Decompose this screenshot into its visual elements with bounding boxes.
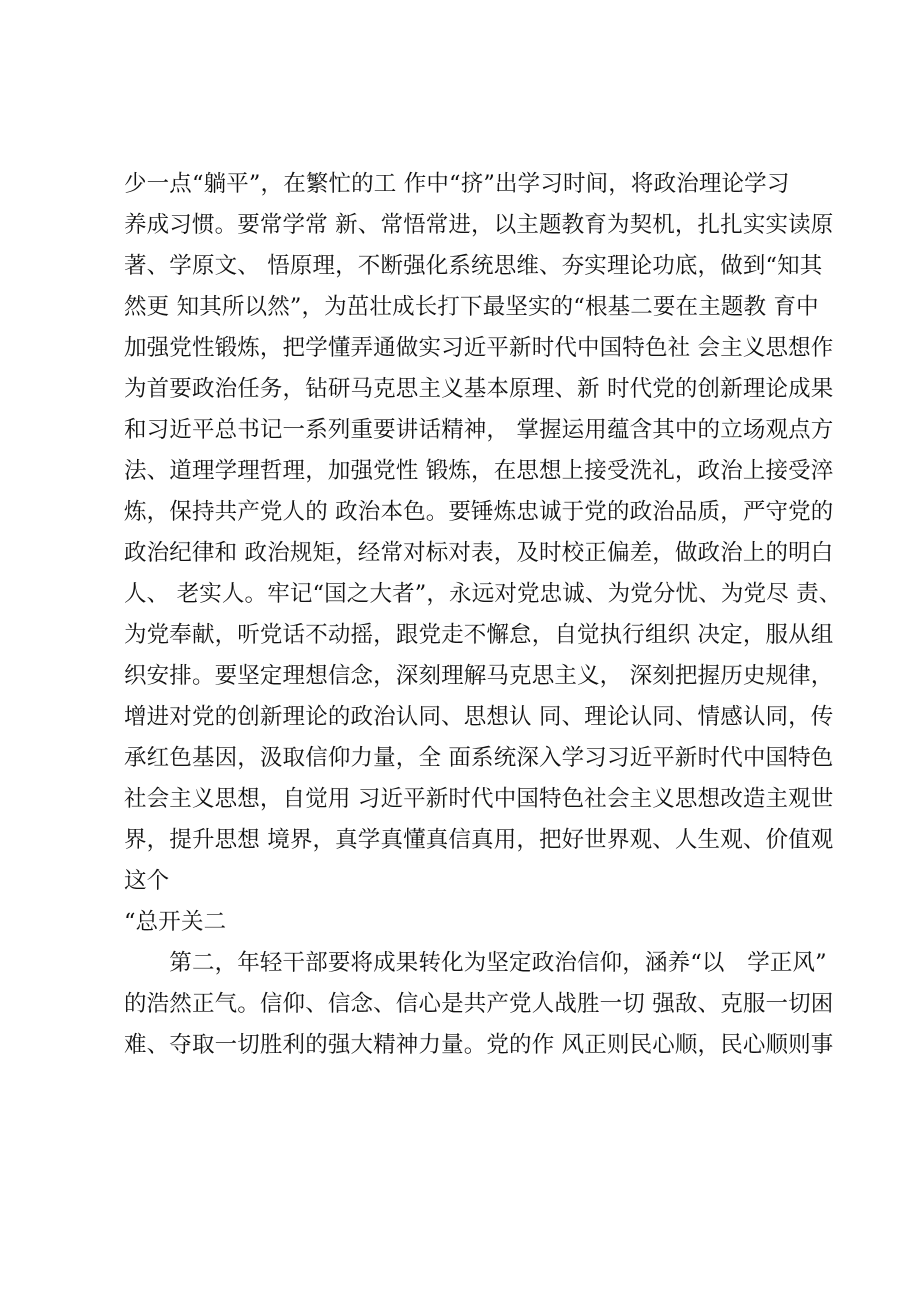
text-line: 和习近平总书记一系列重要讲话精神， 掌握运用蕴含其中的立场观点方 bbox=[124, 417, 834, 443]
text-line: 养成习惯。要常学常 新、常悟常进，以主题教育为契机，扎扎实实读原 bbox=[124, 212, 834, 238]
text-line: 著、学原文、 悟原理，不断强化系统思维、夯实理论功底，做到“知其 bbox=[124, 253, 823, 279]
text-line: 政治纪律和 政治规矩，经常对标对表，及时校正偏差，做政治上的明白 bbox=[124, 540, 834, 566]
text-line: 为首要政治任务，钻研马克思主义基本原理、新 时代党的创新理论成果 bbox=[124, 376, 834, 402]
text-line: 然更 知其所以然”，为茁壮成长打下最坚实的“根基二要在主题教 育中 bbox=[124, 294, 819, 320]
text-line: 增进对党的创新理论的政治认同、思想认 同、理论认同、情感认同，传 bbox=[124, 704, 834, 730]
text-line: 第二，年轻干部要将成果转化为坚定政治信仰，涵养“以 学正风” bbox=[124, 950, 827, 976]
text-line: 界，提升思想 境界，真学真懂真信真用，把好世界观、人生观、价值观 bbox=[124, 827, 834, 853]
text-line: 织安排。要坚定理想信念，深刻理解马克思主义， 深刻把握历史规律， bbox=[124, 663, 834, 689]
text-line: 法、道理学理哲理，加强党性 锻炼，在思想上接受洗礼，政治上接受淬 bbox=[124, 458, 834, 484]
text-line: 的浩然正气。信仰、信念、信心是共产党人战胜一切 强敌、克服一切困 bbox=[124, 991, 834, 1017]
text-line: 少一点“躺平”，在繁忙的工 作中“挤”出学习时间，将政治理论学习 bbox=[124, 171, 790, 197]
text-line: 承红色基因，汲取信仰力量，全 面系统深入学习习近平新时代中国特色 bbox=[124, 745, 834, 771]
text-line: 这个 bbox=[124, 868, 170, 894]
text-line: 难、夺取一切胜利的强大精神力量。党的作 风正则民心顺，民心顺则事 bbox=[124, 1032, 834, 1058]
text-line: 加强党性锻炼，把学懂弄通做实习近平新时代中国特色社 会主义思想作 bbox=[124, 335, 834, 361]
text-line: “总开关二 bbox=[124, 909, 227, 935]
text-line: 炼，保持共产党人的 政治本色。要锤炼忠诚于党的政治品质，严守党的 bbox=[124, 499, 834, 525]
text-line: 为党奉献，听党话不动摇，跟党走不懈怠，自觉执行组织 决定，服从组 bbox=[124, 622, 834, 648]
text-line: 社会主义思想，自觉用 习近平新时代中国特色社会主义思想改造主观世 bbox=[124, 786, 834, 812]
text-line: 人、 老实人。牢记“国之大者”，永远对党忠诚、为党分忧、为党尽 责、 bbox=[124, 581, 842, 607]
